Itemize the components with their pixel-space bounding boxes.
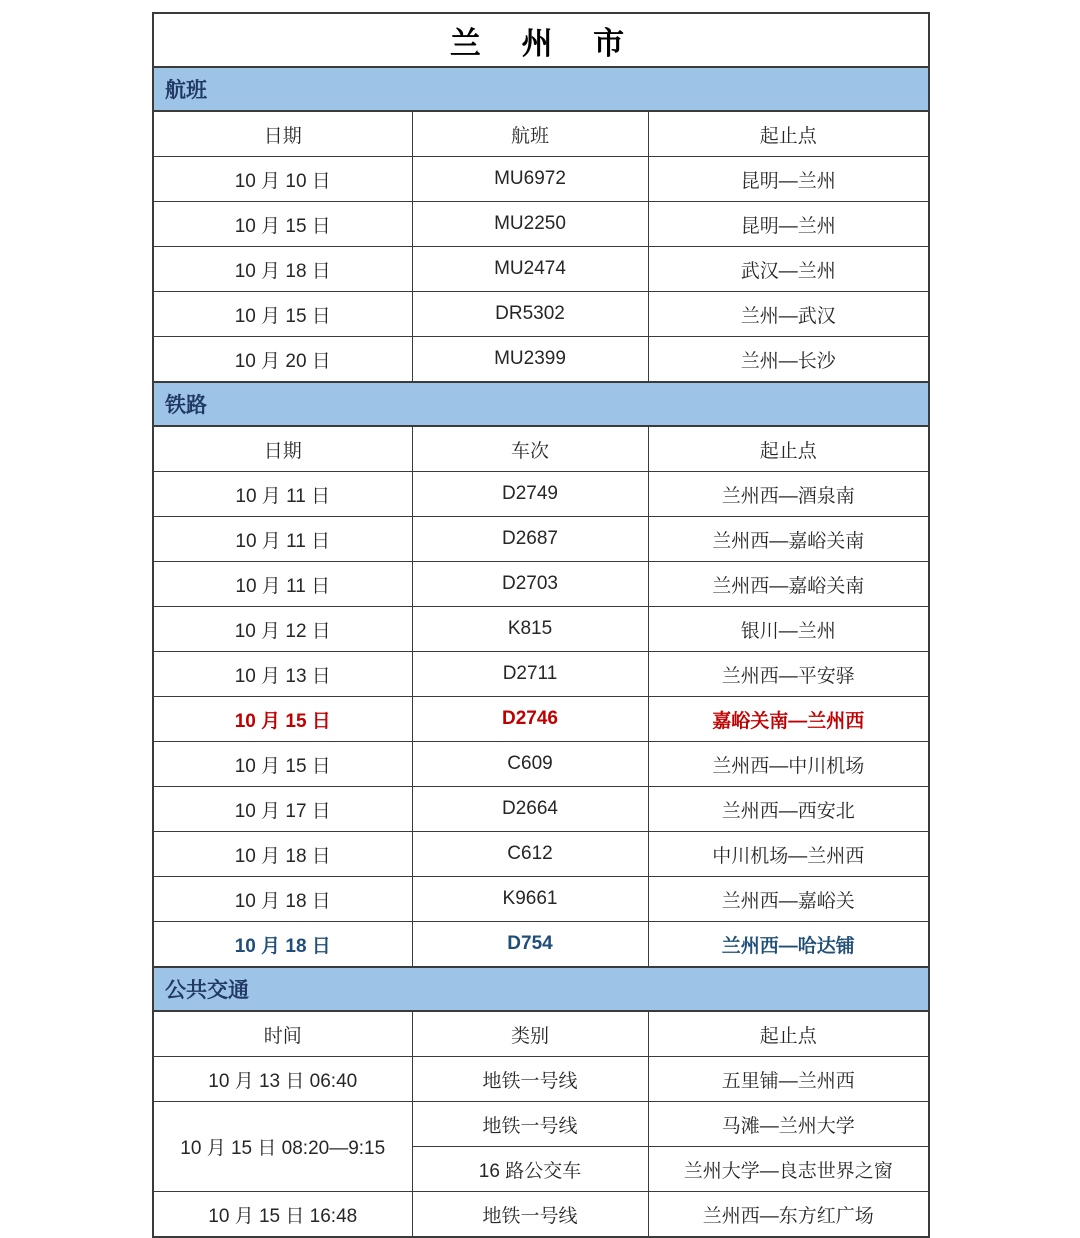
date-cell: 10 月 20 日	[153, 337, 412, 383]
column-header: 时间	[153, 1011, 412, 1057]
code-cell: D2664	[412, 787, 648, 832]
section-band	[153, 967, 929, 1011]
date-cell: 10 月 18 日	[153, 832, 412, 877]
date-cell: 10 月 17 日	[153, 787, 412, 832]
column-header: 日期	[153, 111, 412, 157]
table-row	[153, 652, 929, 697]
title-row	[153, 13, 929, 67]
route-cell: 马滩—兰州大学	[648, 1102, 929, 1147]
route-cell: 兰州大学—良志世界之窗	[648, 1147, 929, 1192]
date-cell: 10 月 15 日	[153, 202, 412, 247]
table-row	[153, 247, 929, 292]
date-cell: 10 月 15 日 08:20—9:15	[153, 1102, 412, 1192]
table-row	[153, 877, 929, 922]
route-cell: 兰州西—嘉峪关南	[648, 562, 929, 607]
code-cell: MU2250	[412, 202, 648, 247]
column-header: 起止点	[648, 426, 929, 472]
route-cell: 兰州西—中川机场	[648, 742, 929, 787]
column-header-row	[153, 1011, 929, 1057]
code-cell: 地铁一号线	[412, 1102, 648, 1147]
code-cell: MU6972	[412, 157, 648, 202]
date-cell: 10 月 18 日	[153, 922, 412, 968]
route-cell: 中川机场—兰州西	[648, 832, 929, 877]
code-cell: 地铁一号线	[412, 1192, 648, 1238]
route-cell: 兰州西—嘉峪关	[648, 877, 929, 922]
date-cell: 10 月 18 日	[153, 247, 412, 292]
code-cell: D2703	[412, 562, 648, 607]
route-cell: 嘉峪关南—兰州西	[648, 697, 929, 742]
code-cell: C609	[412, 742, 648, 787]
route-cell: 兰州西—哈达铺	[648, 922, 929, 968]
route-cell: 昆明—兰州	[648, 202, 929, 247]
table-row	[153, 157, 929, 202]
column-header-row	[153, 111, 929, 157]
date-cell: 10 月 11 日	[153, 562, 412, 607]
page-title: 兰 州 市	[153, 13, 929, 67]
column-header: 类别	[412, 1011, 648, 1057]
table-row	[153, 562, 929, 607]
table-row	[153, 202, 929, 247]
code-cell: C612	[412, 832, 648, 877]
route-cell: 银川—兰州	[648, 607, 929, 652]
column-header: 起止点	[648, 111, 929, 157]
route-cell: 兰州西—酒泉南	[648, 472, 929, 517]
code-cell: DR5302	[412, 292, 648, 337]
table-row	[153, 922, 929, 968]
schedule-table-container	[152, 12, 930, 1238]
table-row	[153, 742, 929, 787]
column-header-row	[153, 426, 929, 472]
column-header: 起止点	[648, 1011, 929, 1057]
date-cell: 10 月 11 日	[153, 472, 412, 517]
date-cell: 10 月 15 日	[153, 697, 412, 742]
table-row	[153, 832, 929, 877]
route-cell: 昆明—兰州	[648, 157, 929, 202]
date-cell: 10 月 13 日 06:40	[153, 1057, 412, 1102]
table-row	[153, 607, 929, 652]
city-transport-table	[152, 12, 930, 1238]
table-row	[153, 337, 929, 383]
section-label: 铁路	[153, 382, 929, 426]
route-cell: 兰州西—东方红广场	[648, 1192, 929, 1238]
table-row	[153, 292, 929, 337]
date-cell: 10 月 15 日 16:48	[153, 1192, 412, 1238]
table-row	[153, 517, 929, 562]
route-cell: 五里铺—兰州西	[648, 1057, 929, 1102]
column-header: 车次	[412, 426, 648, 472]
table-row	[153, 697, 929, 742]
code-cell: D2687	[412, 517, 648, 562]
code-cell: D2711	[412, 652, 648, 697]
date-cell: 10 月 13 日	[153, 652, 412, 697]
table-row	[153, 472, 929, 517]
date-cell: 10 月 18 日	[153, 877, 412, 922]
column-header: 航班	[412, 111, 648, 157]
table-row	[153, 1057, 929, 1102]
code-cell: 16 路公交车	[412, 1147, 648, 1192]
route-cell: 兰州西—平安驿	[648, 652, 929, 697]
code-cell: D754	[412, 922, 648, 968]
date-cell: 10 月 15 日	[153, 292, 412, 337]
date-cell: 10 月 12 日	[153, 607, 412, 652]
code-cell: MU2474	[412, 247, 648, 292]
route-cell: 兰州—长沙	[648, 337, 929, 383]
section-label: 航班	[153, 67, 929, 111]
date-cell: 10 月 10 日	[153, 157, 412, 202]
code-cell: MU2399	[412, 337, 648, 383]
code-cell: D2746	[412, 697, 648, 742]
section-band	[153, 67, 929, 111]
code-cell: 地铁一号线	[412, 1057, 648, 1102]
code-cell: K9661	[412, 877, 648, 922]
date-cell: 10 月 11 日	[153, 517, 412, 562]
route-cell: 兰州西—嘉峪关南	[648, 517, 929, 562]
column-header: 日期	[153, 426, 412, 472]
code-cell: K815	[412, 607, 648, 652]
section-label: 公共交通	[153, 967, 929, 1011]
route-cell: 兰州西—西安北	[648, 787, 929, 832]
route-cell: 兰州—武汉	[648, 292, 929, 337]
table-row	[153, 1102, 929, 1147]
date-cell: 10 月 15 日	[153, 742, 412, 787]
table-row	[153, 787, 929, 832]
table-row	[153, 1192, 929, 1238]
route-cell: 武汉—兰州	[648, 247, 929, 292]
section-band	[153, 382, 929, 426]
code-cell: D2749	[412, 472, 648, 517]
